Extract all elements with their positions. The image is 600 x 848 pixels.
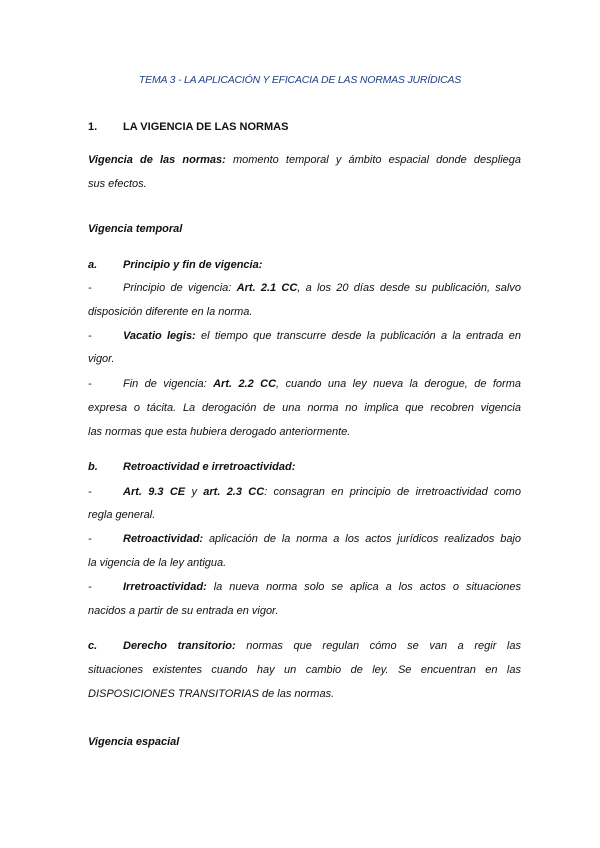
list-item: - Irretroactividad: la nueva norma solo se aplica a los actos o situaciones — [88, 581, 521, 593]
definition-line-1: Vigencia de las normas: momento temporal y ámbito espacial donde despliega — [88, 154, 521, 166]
list-item: - Principio de vigencia: Art. 2.1 CC, a los 20 días desde su publicación, salvo — [88, 282, 521, 294]
item-c-continuation: DISPOSICIONES TRANSITORIAS de las normas. — [88, 688, 335, 700]
list-item-continuation: expresa o tácita. La derogación de una norma no implica que recobren vigencia — [88, 402, 521, 414]
list-item: - Retroactividad: aplicación de la norma a los actos jurídicos realizados bajo — [88, 533, 521, 545]
item-b-heading: b. Retroactividad e irretroactividad: — [88, 461, 296, 473]
definition-line-2: sus efectos. — [88, 178, 147, 190]
list-item-continuation: nacidos a partir de su entrada en vigor. — [88, 605, 279, 617]
list-item-continuation: la vigencia de la ley antigua. — [88, 557, 227, 569]
list-item: - Art. 9.3 CE y art. 2.3 CC: consagran en principio de irretroactividad como — [88, 486, 521, 498]
item-a-heading: a. Principio y fin de vigencia: — [88, 259, 263, 271]
section-title: LA VIGENCIA DE LAS NORMAS — [123, 121, 289, 133]
list-item: - Fin de vigencia: Art. 2.2 CC, cuando una ley nueva la derogue, de forma — [88, 378, 521, 390]
definition-term: Vigencia de las normas: — [88, 154, 226, 166]
item-c-paragraph: c. Derecho transitorio: normas que regulan cómo se van a regir las — [88, 640, 521, 652]
section-heading-1 — [88, 120, 521, 134]
list-item-continuation: regla general. — [88, 509, 156, 521]
list-item-continuation: disposición diferente en la norma. — [88, 306, 253, 318]
list-item: - Vacatio legis: el tiempo que transcurre desde la publicación a la entrada en — [88, 330, 521, 342]
document-title: TEMA 3 - LA APLICACIÓN Y EFICACIA DE LAS NORMAS JURÍDICAS — [138, 74, 462, 86]
subheading-vigencia-temporal: Vigencia temporal — [88, 223, 183, 235]
list-item-continuation: las normas que esta hubiera derogado anteriormente. — [88, 426, 351, 438]
item-c-continuation: situaciones existentes cuando hay un cambio de ley. Se encuentran en las — [88, 664, 521, 676]
list-item-continuation: vigor. — [88, 353, 115, 365]
section-number: 1. — [88, 121, 98, 133]
subheading-vigencia-espacial: Vigencia espacial — [88, 736, 180, 748]
